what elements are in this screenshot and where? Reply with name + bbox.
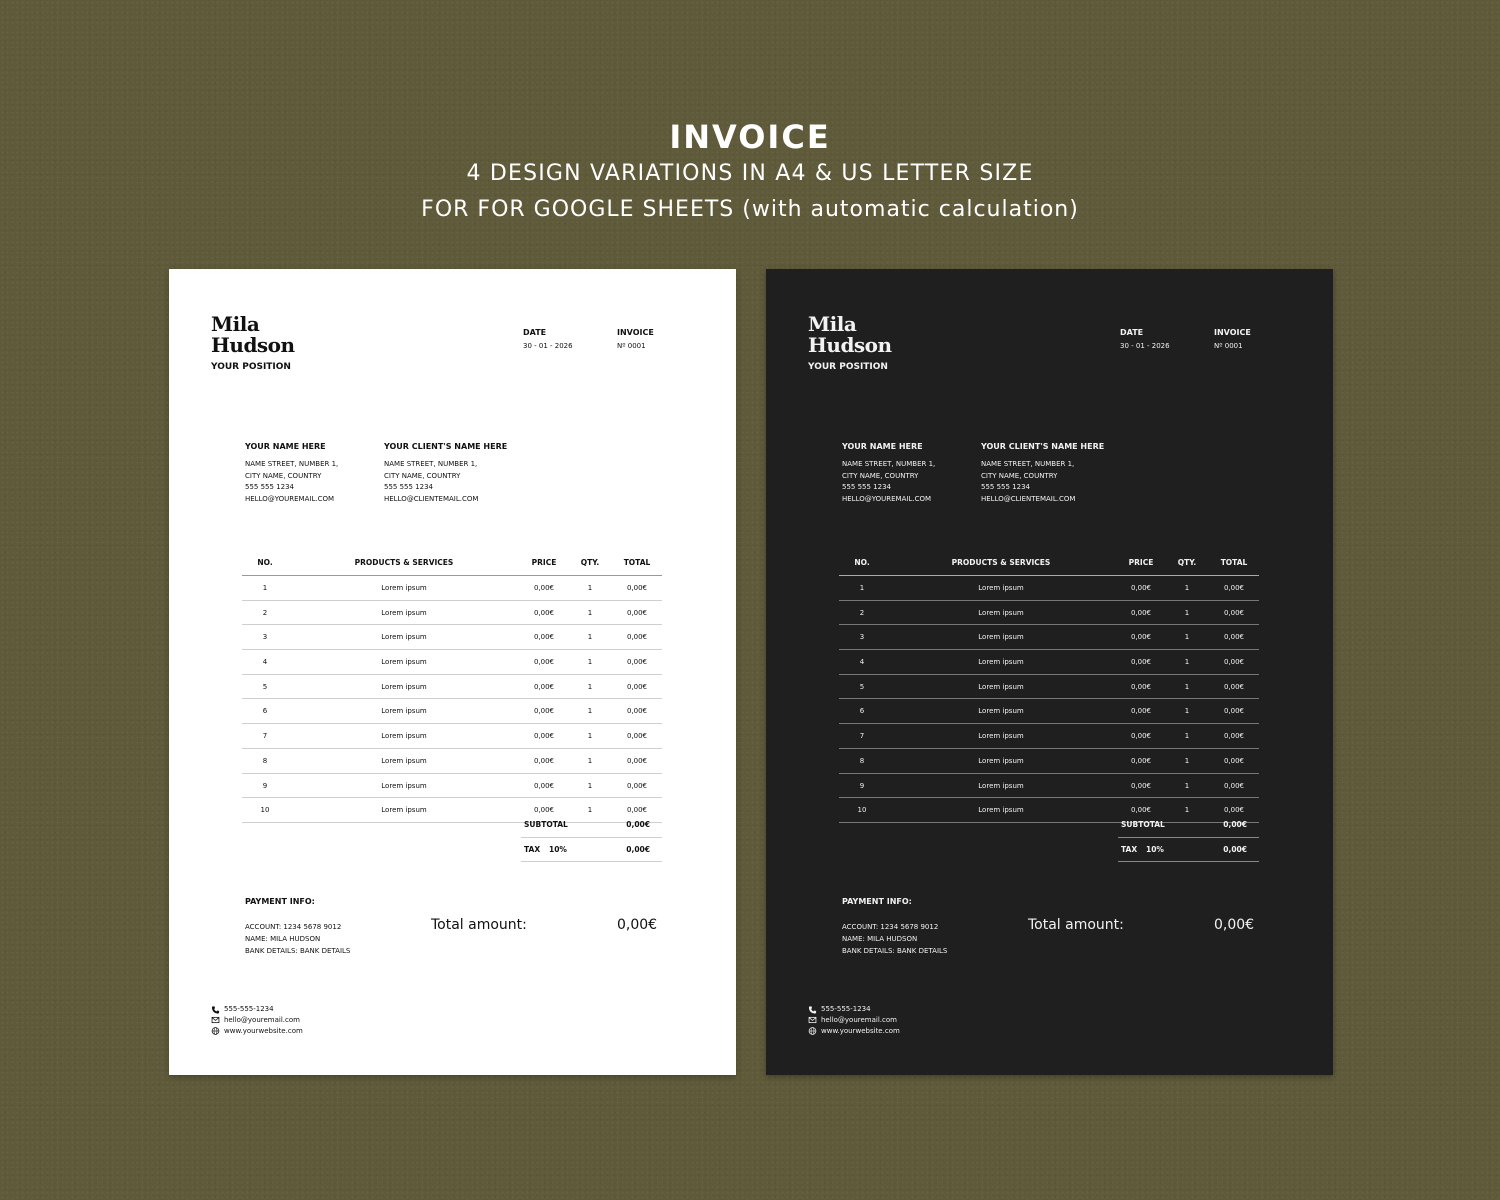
sender-name: YOUR NAME HERE (842, 442, 923, 451)
row-total: 0,00€ (1223, 633, 1245, 642)
col-header-no: NO. (854, 558, 870, 567)
row-qty: 1 (1184, 658, 1190, 667)
table-row (242, 699, 662, 724)
mail-icon (808, 1016, 817, 1024)
row-total: 0,00€ (626, 584, 648, 592)
client-email: HELLO@CLIENTEMAIL.COM (384, 494, 479, 503)
table-row (839, 699, 1259, 724)
date-label: DATE (523, 328, 547, 337)
sender-email: HELLO@YOUREMAIL.COM (842, 494, 932, 503)
payment-bank-details: BANK DETAILS: BANK DETAILS (245, 947, 351, 955)
row-price: 0,00€ (533, 707, 555, 716)
row-qty: 1 (587, 756, 593, 765)
row-number: 1 (859, 584, 865, 592)
row-qty: 1 (587, 806, 593, 815)
row-price: 0,00€ (533, 682, 555, 691)
sender-email: HELLO@YOUREMAIL.COM (245, 494, 335, 503)
row-qty: 1 (587, 658, 593, 667)
row-price: 0,00€ (533, 633, 555, 642)
table-row (839, 749, 1259, 774)
promo-subtitle-platform: FOR FOR GOOGLE SHEETS (with automatic calculation) (421, 197, 1079, 222)
row-product: Lorem ipsum (978, 707, 1024, 716)
total-amount-label: Total amount: (431, 917, 527, 933)
row-price: 0,00€ (533, 806, 555, 815)
row-product: Lorem ipsum (978, 608, 1024, 617)
sender-phone: 555 555 1234 (842, 483, 891, 491)
row-qty: 1 (1184, 781, 1190, 790)
footer-email (808, 1015, 900, 1026)
client-address-line: CITY NAME, COUNTRY (384, 471, 461, 480)
items-table-body (242, 576, 662, 823)
row-product: Lorem ipsum (381, 732, 427, 741)
row-number: 7 (859, 732, 865, 741)
items-table-header (242, 551, 662, 576)
table-row (242, 601, 662, 626)
row-number: 4 (262, 658, 268, 667)
client-address-line: CITY NAME, COUNTRY (981, 471, 1058, 480)
sender-address-line: NAME STREET, NUMBER 1, (842, 460, 936, 468)
items-table-header (839, 551, 1259, 576)
subtotal-label: SUBTOTAL (1121, 820, 1165, 829)
row-total: 0,00€ (626, 732, 648, 741)
col-header-no: NO. (257, 558, 273, 567)
total-amount-value: 0,00€ (1214, 917, 1255, 933)
row-product: Lorem ipsum (381, 584, 427, 592)
row-total: 0,00€ (1223, 608, 1245, 617)
col-header-price: PRICE (1128, 558, 1154, 567)
footer-website-text: www.yourwebsite.com (821, 1026, 900, 1035)
row-product: Lorem ipsum (381, 707, 427, 716)
row-total: 0,00€ (626, 608, 648, 617)
row-number: 6 (859, 707, 865, 716)
brand-first-name: Mila (211, 312, 260, 336)
row-number: 3 (262, 633, 268, 642)
row-qty: 1 (587, 732, 593, 741)
row-product: Lorem ipsum (978, 781, 1024, 790)
row-total: 0,00€ (626, 707, 648, 716)
table-row (242, 774, 662, 799)
row-qty: 1 (587, 781, 593, 790)
client-name: YOUR CLIENT'S NAME HERE (981, 442, 1105, 451)
sender-address-line: CITY NAME, COUNTRY (842, 471, 919, 480)
row-qty: 1 (587, 608, 593, 617)
table-row (839, 675, 1259, 700)
items-table-body (839, 576, 1259, 823)
sender-address (842, 459, 935, 505)
row-price: 0,00€ (1130, 732, 1152, 741)
position-label: YOUR POSITION (211, 362, 291, 372)
row-number: 5 (859, 682, 865, 691)
row-qty: 1 (1184, 682, 1190, 691)
col-header-products: PRODUCTS & SERVICES (951, 558, 1051, 567)
footer-phone-text: 555-555-1234 (224, 1005, 274, 1013)
row-price: 0,00€ (1130, 756, 1152, 765)
row-qty: 1 (587, 682, 593, 691)
row-total: 0,00€ (1223, 584, 1245, 592)
sender-address-line: CITY NAME, COUNTRY (245, 471, 322, 480)
date-value: 30 - 01 - 2026 (523, 342, 573, 350)
totals-block (1118, 813, 1259, 862)
invoice-number-label: INVOICE (617, 328, 654, 337)
globe-icon (211, 1027, 220, 1035)
col-header-qty: QTY. (1177, 558, 1197, 567)
payment-info-title: PAYMENT INFO: (245, 897, 315, 906)
row-product: Lorem ipsum (381, 781, 427, 790)
tax-label: TAX (1121, 844, 1138, 854)
date-value: 30 - 01 - 2026 (1120, 342, 1170, 350)
row-total: 0,00€ (1223, 806, 1245, 815)
row-product: Lorem ipsum (978, 633, 1024, 642)
row-number: 8 (859, 756, 865, 765)
row-price: 0,00€ (533, 732, 555, 741)
row-product: Lorem ipsum (978, 682, 1024, 691)
table-row (839, 724, 1259, 749)
brand-first-name: Mila (808, 312, 857, 336)
invoice-number-label: INVOICE (1214, 328, 1251, 337)
row-total: 0,00€ (626, 658, 648, 667)
row-number: 6 (262, 707, 268, 716)
brand-last-name: Hudson (808, 333, 892, 357)
row-qty: 1 (1184, 584, 1190, 592)
row-product: Lorem ipsum (978, 732, 1024, 741)
row-price: 0,00€ (1130, 707, 1152, 716)
row-total: 0,00€ (1223, 707, 1245, 716)
col-header-qty: QTY. (580, 558, 600, 567)
payment-name: NAME: MILA HUDSON (842, 935, 918, 943)
table-row (242, 576, 662, 601)
payment-account: ACCOUNT: 1234 5678 9012 (842, 923, 939, 931)
footer-email-text: hello@youremail.com (821, 1015, 897, 1024)
invoice-number-value: Nº 0001 (617, 342, 646, 350)
tax-label: TAX (524, 844, 541, 854)
row-qty: 1 (1184, 732, 1190, 741)
sender-phone: 555 555 1234 (245, 483, 294, 491)
brand-name (211, 314, 295, 356)
row-qty: 1 (587, 707, 593, 716)
table-row (242, 650, 662, 675)
client-address (981, 459, 1075, 505)
row-number: 7 (262, 732, 268, 741)
client-email: HELLO@CLIENTEMAIL.COM (981, 494, 1076, 503)
row-qty: 1 (1184, 608, 1190, 617)
payment-info (842, 921, 947, 957)
payment-bank-details: BANK DETAILS: BANK DETAILS (842, 947, 948, 955)
subtotal-row (521, 813, 662, 838)
row-number: 10 (857, 806, 867, 815)
footer-website (211, 1026, 303, 1037)
client-name: YOUR CLIENT'S NAME HERE (384, 442, 508, 451)
row-product: Lorem ipsum (978, 806, 1024, 815)
row-price: 0,00€ (1130, 658, 1152, 667)
row-number: 10 (260, 806, 270, 815)
row-price: 0,00€ (533, 608, 555, 617)
footer-website-text: www.yourwebsite.com (224, 1026, 303, 1035)
row-total: 0,00€ (1223, 756, 1245, 765)
row-price: 0,00€ (1130, 633, 1152, 642)
row-total: 0,00€ (626, 806, 648, 815)
row-price: 0,00€ (1130, 682, 1152, 691)
table-row (242, 625, 662, 650)
row-product: Lorem ipsum (381, 608, 427, 617)
table-row (242, 675, 662, 700)
row-product: Lorem ipsum (381, 756, 427, 765)
client-phone: 555 555 1234 (384, 483, 433, 491)
row-number: 4 (859, 658, 865, 667)
row-total: 0,00€ (626, 633, 648, 642)
table-row (839, 774, 1259, 799)
row-product: Lorem ipsum (978, 584, 1024, 592)
footer-contact (808, 1004, 900, 1036)
row-total: 0,00€ (1223, 658, 1245, 667)
invoice-sheet-light (169, 269, 736, 1075)
payment-info (245, 921, 350, 957)
promo-title: INVOICE (669, 118, 831, 156)
total-amount-value: 0,00€ (617, 917, 658, 933)
client-phone: 555 555 1234 (981, 483, 1030, 491)
row-total: 0,00€ (1223, 682, 1245, 691)
row-product: Lorem ipsum (978, 756, 1024, 765)
tax-row (1118, 838, 1259, 863)
subtotal-value: 0,00€ (1223, 820, 1247, 829)
subtotal-row (1118, 813, 1259, 838)
row-total: 0,00€ (626, 682, 648, 691)
col-header-total: TOTAL (623, 558, 651, 567)
row-price: 0,00€ (533, 658, 555, 667)
row-number: 2 (262, 608, 268, 617)
col-header-total: TOTAL (1220, 558, 1248, 567)
brand-name (808, 314, 892, 356)
items-table (242, 551, 662, 823)
footer-phone (808, 1004, 900, 1015)
row-number: 3 (859, 633, 865, 642)
row-price: 0,00€ (533, 781, 555, 790)
sender-address (245, 459, 338, 505)
items-table (839, 551, 1259, 823)
client-address (384, 459, 478, 505)
table-row (839, 601, 1259, 626)
table-row (839, 650, 1259, 675)
sender-name: YOUR NAME HERE (245, 442, 326, 451)
phone-icon (211, 1006, 220, 1014)
row-qty: 1 (587, 584, 593, 592)
row-number: 1 (262, 584, 268, 592)
row-qty: 1 (1184, 756, 1190, 765)
row-price: 0,00€ (1130, 608, 1152, 617)
table-row (839, 576, 1259, 601)
row-price: 0,00€ (1130, 806, 1152, 815)
totals-block (521, 813, 662, 862)
tax-value: 0,00€ (1223, 844, 1247, 854)
table-row (242, 749, 662, 774)
row-product: Lorem ipsum (381, 682, 427, 691)
row-number: 9 (262, 781, 268, 790)
row-number: 8 (262, 756, 268, 765)
phone-icon (808, 1006, 817, 1014)
promo-subtitle-sizes: 4 DESIGN VARIATIONS IN A4 & US LETTER SIZE (466, 161, 1034, 186)
payment-account: ACCOUNT: 1234 5678 9012 (245, 923, 342, 931)
footer-phone-text: 555-555-1234 (821, 1005, 871, 1013)
row-number: 5 (262, 682, 268, 691)
sender-address-line: NAME STREET, NUMBER 1, (245, 460, 339, 468)
row-product: Lorem ipsum (978, 658, 1024, 667)
row-price: 0,00€ (533, 584, 555, 592)
payment-info-title: PAYMENT INFO: (842, 897, 912, 906)
row-qty: 1 (587, 633, 593, 642)
col-header-products: PRODUCTS & SERVICES (354, 558, 454, 567)
row-qty: 1 (1184, 707, 1190, 716)
col-header-price: PRICE (531, 558, 557, 567)
row-product: Lorem ipsum (381, 633, 427, 642)
subtotal-label: SUBTOTAL (524, 820, 568, 829)
subtotal-value: 0,00€ (626, 820, 650, 829)
invoice-number-value: Nº 0001 (1214, 342, 1243, 350)
brand-last-name: Hudson (211, 333, 295, 357)
position-label: YOUR POSITION (808, 362, 888, 372)
row-total: 0,00€ (1223, 781, 1245, 790)
footer-phone (211, 1004, 303, 1015)
row-price: 0,00€ (1130, 781, 1152, 790)
row-total: 0,00€ (626, 756, 648, 765)
globe-icon (808, 1027, 817, 1035)
mail-icon (211, 1016, 220, 1024)
row-total: 0,00€ (1223, 732, 1245, 741)
row-qty: 1 (1184, 806, 1190, 815)
row-product: Lorem ipsum (381, 806, 427, 815)
client-address-line: NAME STREET, NUMBER 1, (981, 460, 1075, 468)
row-number: 9 (859, 781, 865, 790)
total-amount-label: Total amount: (1028, 917, 1124, 933)
tax-rate: 10% (1146, 844, 1164, 854)
tax-value: 0,00€ (626, 844, 650, 854)
tax-row (521, 838, 662, 863)
row-product: Lorem ipsum (381, 658, 427, 667)
footer-website (808, 1026, 900, 1037)
row-total: 0,00€ (626, 781, 648, 790)
footer-email-text: hello@youremail.com (224, 1015, 300, 1024)
footer-contact (211, 1004, 303, 1036)
table-row (242, 724, 662, 749)
row-qty: 1 (1184, 633, 1190, 642)
payment-name: NAME: MILA HUDSON (245, 935, 321, 943)
footer-email (211, 1015, 303, 1026)
tax-rate: 10% (549, 844, 567, 854)
date-label: DATE (1120, 328, 1144, 337)
row-price: 0,00€ (1130, 584, 1152, 592)
client-address-line: NAME STREET, NUMBER 1, (384, 460, 478, 468)
row-price: 0,00€ (533, 756, 555, 765)
table-row (839, 625, 1259, 650)
row-number: 2 (859, 608, 865, 617)
invoice-sheet-dark (766, 269, 1333, 1075)
